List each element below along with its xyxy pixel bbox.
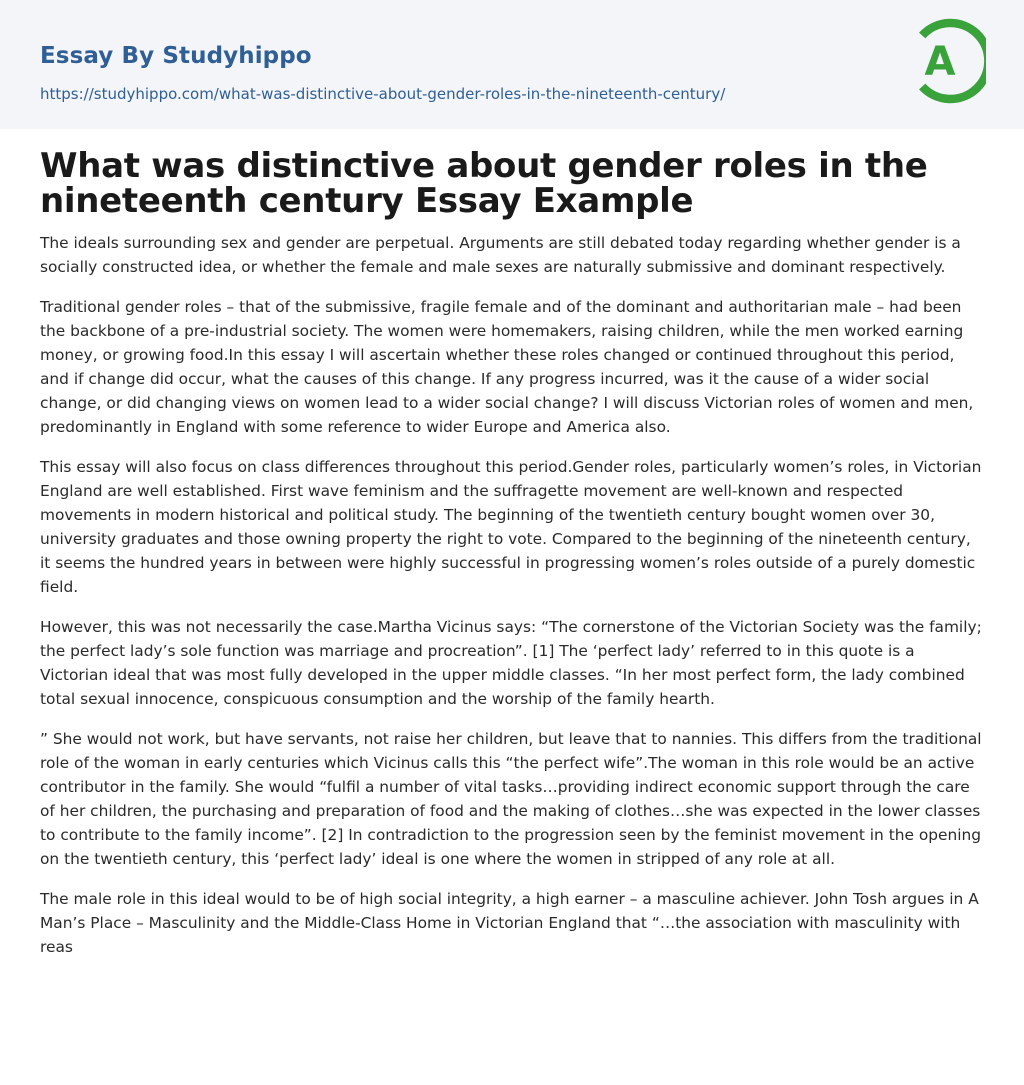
studyhippo-logo[interactable]: [914, 18, 986, 104]
paragraph-5: ” She would not work, but have servants, not raise her children, but leave that to nannies. This differs from the traditional role of the woman in early centuries which Vicinus calls this “the perfect wife”.The woman in this role would be an active contributor in the family. She would “fulfil a number of vital tasks…providing indirect economic support through the care of her children, the purchasing and preparation of food and the making of clothes…she was expected in the lower classes to contribute to the family income”. [2] In contradiction to the progression seen by the feminist movement in the opening on the twentieth century, this ‘perfect lady’ ideal is one where the women in stripped of any role at all.: [40, 730, 982, 868]
paragraph-6: The male role in this ideal would to be of high social integrity, a high earner – a masculine achiever. John Tosh argues in A Man’s Place – Masculinity and the Middle-Class Home in Victorian England that “…the association with masculinity with reas: [40, 890, 979, 956]
paragraph-1: The ideals surrounding sex and gender are perpetual. Arguments are still debated today regarding whether gender is a socially constructed idea, or whether the female and male sexes are naturally submissive and dominant respectively.: [40, 234, 961, 276]
essay-url-link[interactable]: https://studyhippo.com/what-was-distinctive-about-gender-roles-in-the-nineteenth-century/: [40, 85, 726, 103]
paragraph-3: This essay will also focus on class differences throughout this period.Gender roles, particularly women’s roles, in Victorian England are well established. First wave feminism and the suffragette movement are well-known and respected movements in modern historical and political study. The beginning of the twentieth century bought women over 30, university graduates and those owning property the right to vote. Compared to the beginning of the nineteenth century, it seems the hundred years in between were highly successful in progressing women’s roles outside of a purely domestic field.: [40, 458, 982, 596]
paragraph-4: However, this was not necessarily the case.Martha Vicinus says: “The cornerstone of the Victorian Society was the family; the perfect lady’s sole function was marriage and procreation”. [1] The ‘perfect lady’ referred to in this quote is a Victorian ideal that was most fully developed in the upper middle classes. “In her most perfect form, the lady combined total sexual innocence, conspicuous consumption and the worship of the family hearth.: [40, 618, 982, 708]
brand-title: Essay By Studyhippo: [40, 43, 312, 69]
logo-letter: A: [924, 39, 956, 85]
page-title: What was distinctive about gender roles in the nineteenth century Essay Example: [40, 146, 928, 221]
logo-ring-icon: [914, 18, 986, 104]
paragraph-2: Traditional gender roles – that of the submissive, fragile female and of the dominant and authoritarian male – had been the backbone of a pre-industrial society. The women were homemakers, raising children, while the men worked earning money, or growing food.In this essay I will ascertain whether these roles changed or continued throughout this period, and if change did occur, what the causes of this change. If any progress incurred, was it the cause of a wider social change, or did changing views on women lead to a wider social change? I will discuss Victorian roles of women and men, predominantly in England with some reference to wider Europe and America also.: [40, 298, 974, 436]
site-header: [0, 0, 1024, 129]
article-content: [0, 129, 1024, 959]
